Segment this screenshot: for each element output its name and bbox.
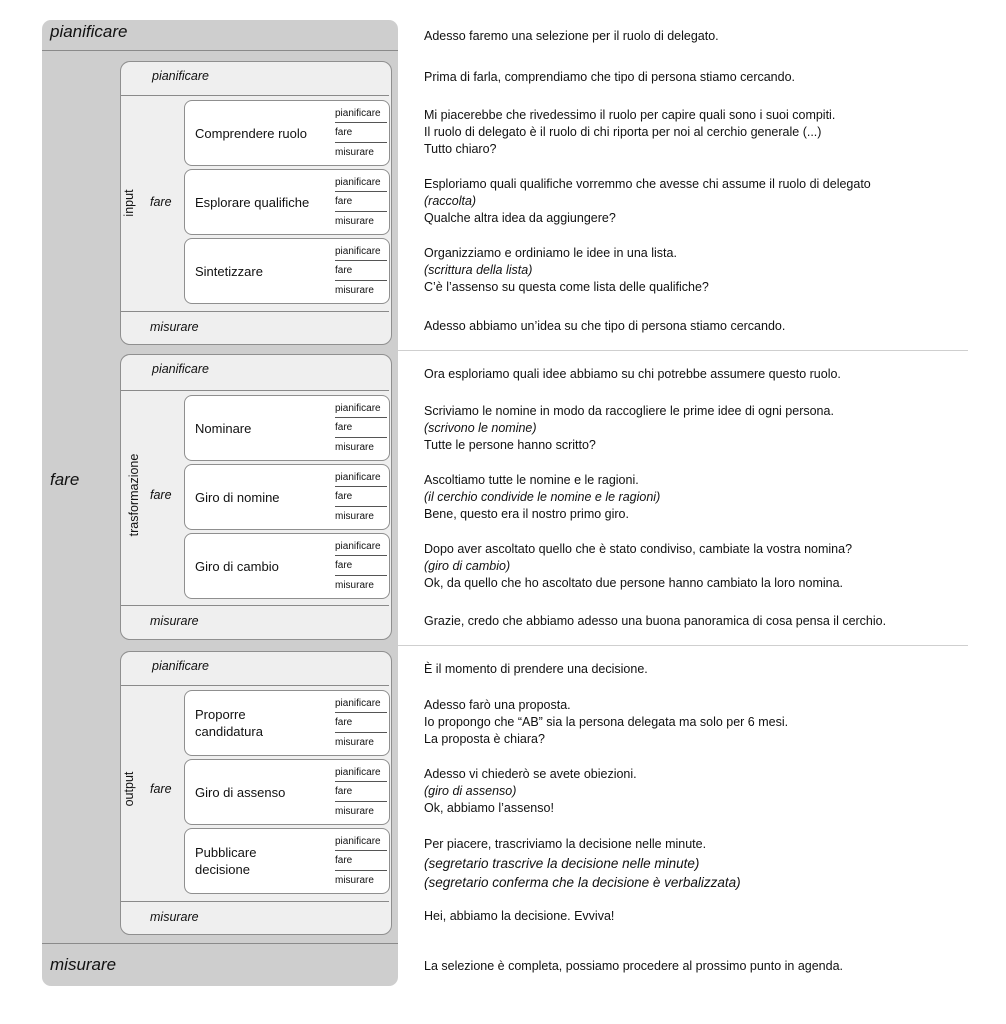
step-divider — [335, 555, 387, 556]
phase-output-do: fare — [150, 782, 172, 796]
step-title: Giro di cambio — [195, 558, 279, 574]
step-title: Giro di nomine — [195, 489, 280, 505]
step-plan: pianificare — [335, 541, 381, 552]
step-measure: misurare — [335, 216, 374, 227]
phase-input-top-divider — [121, 95, 389, 96]
step-divider — [335, 712, 387, 713]
step-measure: misurare — [335, 737, 374, 748]
step-do: fare — [335, 422, 353, 433]
section-divider — [398, 645, 968, 646]
phase-input-do: fare — [150, 195, 172, 209]
phase-trasformazione-top-divider — [121, 390, 389, 391]
step-do: fare — [335, 491, 353, 502]
step-measure: misurare — [335, 806, 374, 817]
step-title: Giro di assenso — [195, 784, 286, 800]
step-measure: misurare — [335, 147, 374, 158]
step-plan: pianificare — [335, 767, 381, 778]
step-pubblicare-decisione — [184, 828, 390, 894]
step-divider — [335, 850, 387, 851]
step-title: Nominare — [195, 420, 252, 436]
script-output-plan: È il momento di prendere una decisione. — [424, 662, 648, 676]
script-transform-measure: Grazie, credo che abbiamo adesso una buona panoramica di cosa pensa il cerchio. — [424, 614, 887, 628]
phase-trasformazione-do: fare — [150, 488, 172, 502]
phase-input-plan: pianificare — [152, 69, 209, 83]
outer-top-divider — [42, 50, 398, 51]
script-transform-step1: Scriviamo le nomine in modo da raccogliere le prime idee di ogni persona. (scrivono le nomine) Tutte le persone hanno scritto? — [424, 404, 834, 452]
phase-input-bottom-divider — [121, 311, 389, 312]
phase-input-measure: misurare — [150, 320, 199, 334]
step-giro-di-assenso — [184, 759, 390, 825]
step-do: fare — [335, 265, 353, 276]
outer-bottom-divider — [42, 943, 398, 944]
step-plan: pianificare — [335, 246, 381, 257]
step-divider — [335, 781, 387, 782]
step-giro-di-nomine — [184, 464, 390, 530]
step-title: Pubblicare decisione — [195, 845, 257, 877]
step-do: fare — [335, 196, 353, 207]
step-plan: pianificare — [335, 698, 381, 709]
step-title: Esplorare qualifiche — [195, 194, 310, 210]
step-divider — [335, 870, 387, 871]
step-title: Proporre candidatura — [195, 707, 263, 739]
step-title: Sintetizzare — [195, 263, 263, 279]
step-divider — [335, 417, 387, 418]
script-input-step1: Mi piacerebbe che rivedessimo il ruolo per capire quali sono i suoi compiti. Il ruolo di delegato è il ruolo di chi riporta per noi al cerchio generale (...) Tutto chiaro? — [424, 108, 836, 156]
step-giro-di-cambio — [184, 533, 390, 599]
step-divider — [335, 486, 387, 487]
script-transform-step2: Ascoltiamo tutte le nomine e le ragioni. (il cerchio condivide le nomine e le ragioni) Bene, questo era il nostro primo giro. — [424, 473, 661, 521]
step-plan: pianificare — [335, 836, 381, 847]
phase-output-label: output — [122, 771, 136, 807]
step-title: Comprendere ruolo — [195, 125, 308, 141]
script-input-step3: Organizziamo e ordiniamo le idee in una lista. (scrittura della lista) C’è l’assenso su questa come lista delle qualifiche? — [424, 246, 709, 294]
step-plan: pianificare — [335, 403, 381, 414]
step-sintetizzare — [184, 238, 390, 304]
phase-trasformazione-plan: pianificare — [152, 362, 209, 376]
step-divider — [335, 280, 387, 281]
step-measure: misurare — [335, 511, 374, 522]
script-output-step1: Adesso farò una proposta. Io propongo che “AB” sia la persona delegata ma solo per 6 mesi. La proposta è chiara? — [424, 698, 789, 746]
script-output-step3: Per piacere, trascriviamo la decisione nelle minute. (segretario trascrive la decisione nelle minute) (segretario conferma che la decisione è verbalizzata) — [424, 837, 741, 890]
step-divider — [335, 506, 387, 507]
step-plan: pianificare — [335, 177, 381, 188]
script-transform-plan: Ora esploriamo quali idee abbiamo su chi potrebbe assumere questo ruolo. — [424, 367, 841, 381]
script-input-measure: Adesso abbiamo un’idea su che tipo di persona stiamo cercando. — [424, 319, 786, 333]
script-intro: Adesso faremo una selezione per il ruolo di delegato. — [424, 29, 719, 43]
script-input-step2: Esploriamo quali qualifiche vorremmo che avesse chi assume il ruolo di delegato (raccolta) Qualche altra idea da aggiungere? — [424, 177, 871, 225]
step-measure: misurare — [335, 285, 374, 296]
step-do: fare — [335, 127, 353, 138]
section-divider — [398, 350, 968, 351]
step-proporre-candidatura — [184, 690, 390, 756]
phase-input-label: input — [122, 189, 136, 217]
step-divider — [335, 260, 387, 261]
step-plan: pianificare — [335, 108, 381, 119]
phase-trasformazione-measure: misurare — [150, 614, 199, 628]
step-do: fare — [335, 786, 353, 797]
step-comprendere-ruolo — [184, 100, 390, 166]
step-divider — [335, 732, 387, 733]
phase-output-bottom-divider — [121, 901, 389, 902]
step-esplorare-qualifiche — [184, 169, 390, 235]
script-output-measure: Hei, abbiamo la decisione. Evviva! — [424, 909, 615, 923]
phase-output-measure: misurare — [150, 910, 199, 924]
phase-trasformazione-bottom-divider — [121, 605, 389, 606]
step-nominare — [184, 395, 390, 461]
step-divider — [335, 211, 387, 212]
step-divider — [335, 191, 387, 192]
script-transform-step3: Dopo aver ascoltato quello che è stato condiviso, cambiate la vostra nomina? (giro di cambio) Ok, da quello che ho ascoltato due persone hanno cambiato la loro nomina. — [424, 542, 853, 590]
script-outro: La selezione è completa, possiamo procedere al prossimo punto in agenda. — [424, 959, 844, 973]
step-divider — [335, 142, 387, 143]
phase-trasformazione-label: trasformazione — [127, 453, 141, 537]
phase-output-plan: pianificare — [152, 659, 209, 673]
outer-plan-label: pianificare — [50, 22, 128, 41]
outer-do-label: fare — [50, 470, 80, 489]
script-input-plan: Prima di farla, comprendiamo che tipo di persona stiamo cercando. — [424, 70, 796, 84]
phase-output-top-divider — [121, 685, 389, 686]
step-do: fare — [335, 717, 353, 728]
step-divider — [335, 122, 387, 123]
script-output-step2: Adesso vi chiederò se avete obiezioni. (giro di assenso) Ok, abbiamo l’assenso! — [424, 767, 637, 815]
step-divider — [335, 575, 387, 576]
step-do: fare — [335, 560, 353, 571]
step-measure: misurare — [335, 442, 374, 453]
step-plan: pianificare — [335, 472, 381, 483]
step-divider — [335, 437, 387, 438]
step-measure: misurare — [335, 875, 374, 886]
step-divider — [335, 801, 387, 802]
step-do: fare — [335, 855, 353, 866]
outer-measure-label: misurare — [50, 955, 117, 974]
step-measure: misurare — [335, 580, 374, 591]
